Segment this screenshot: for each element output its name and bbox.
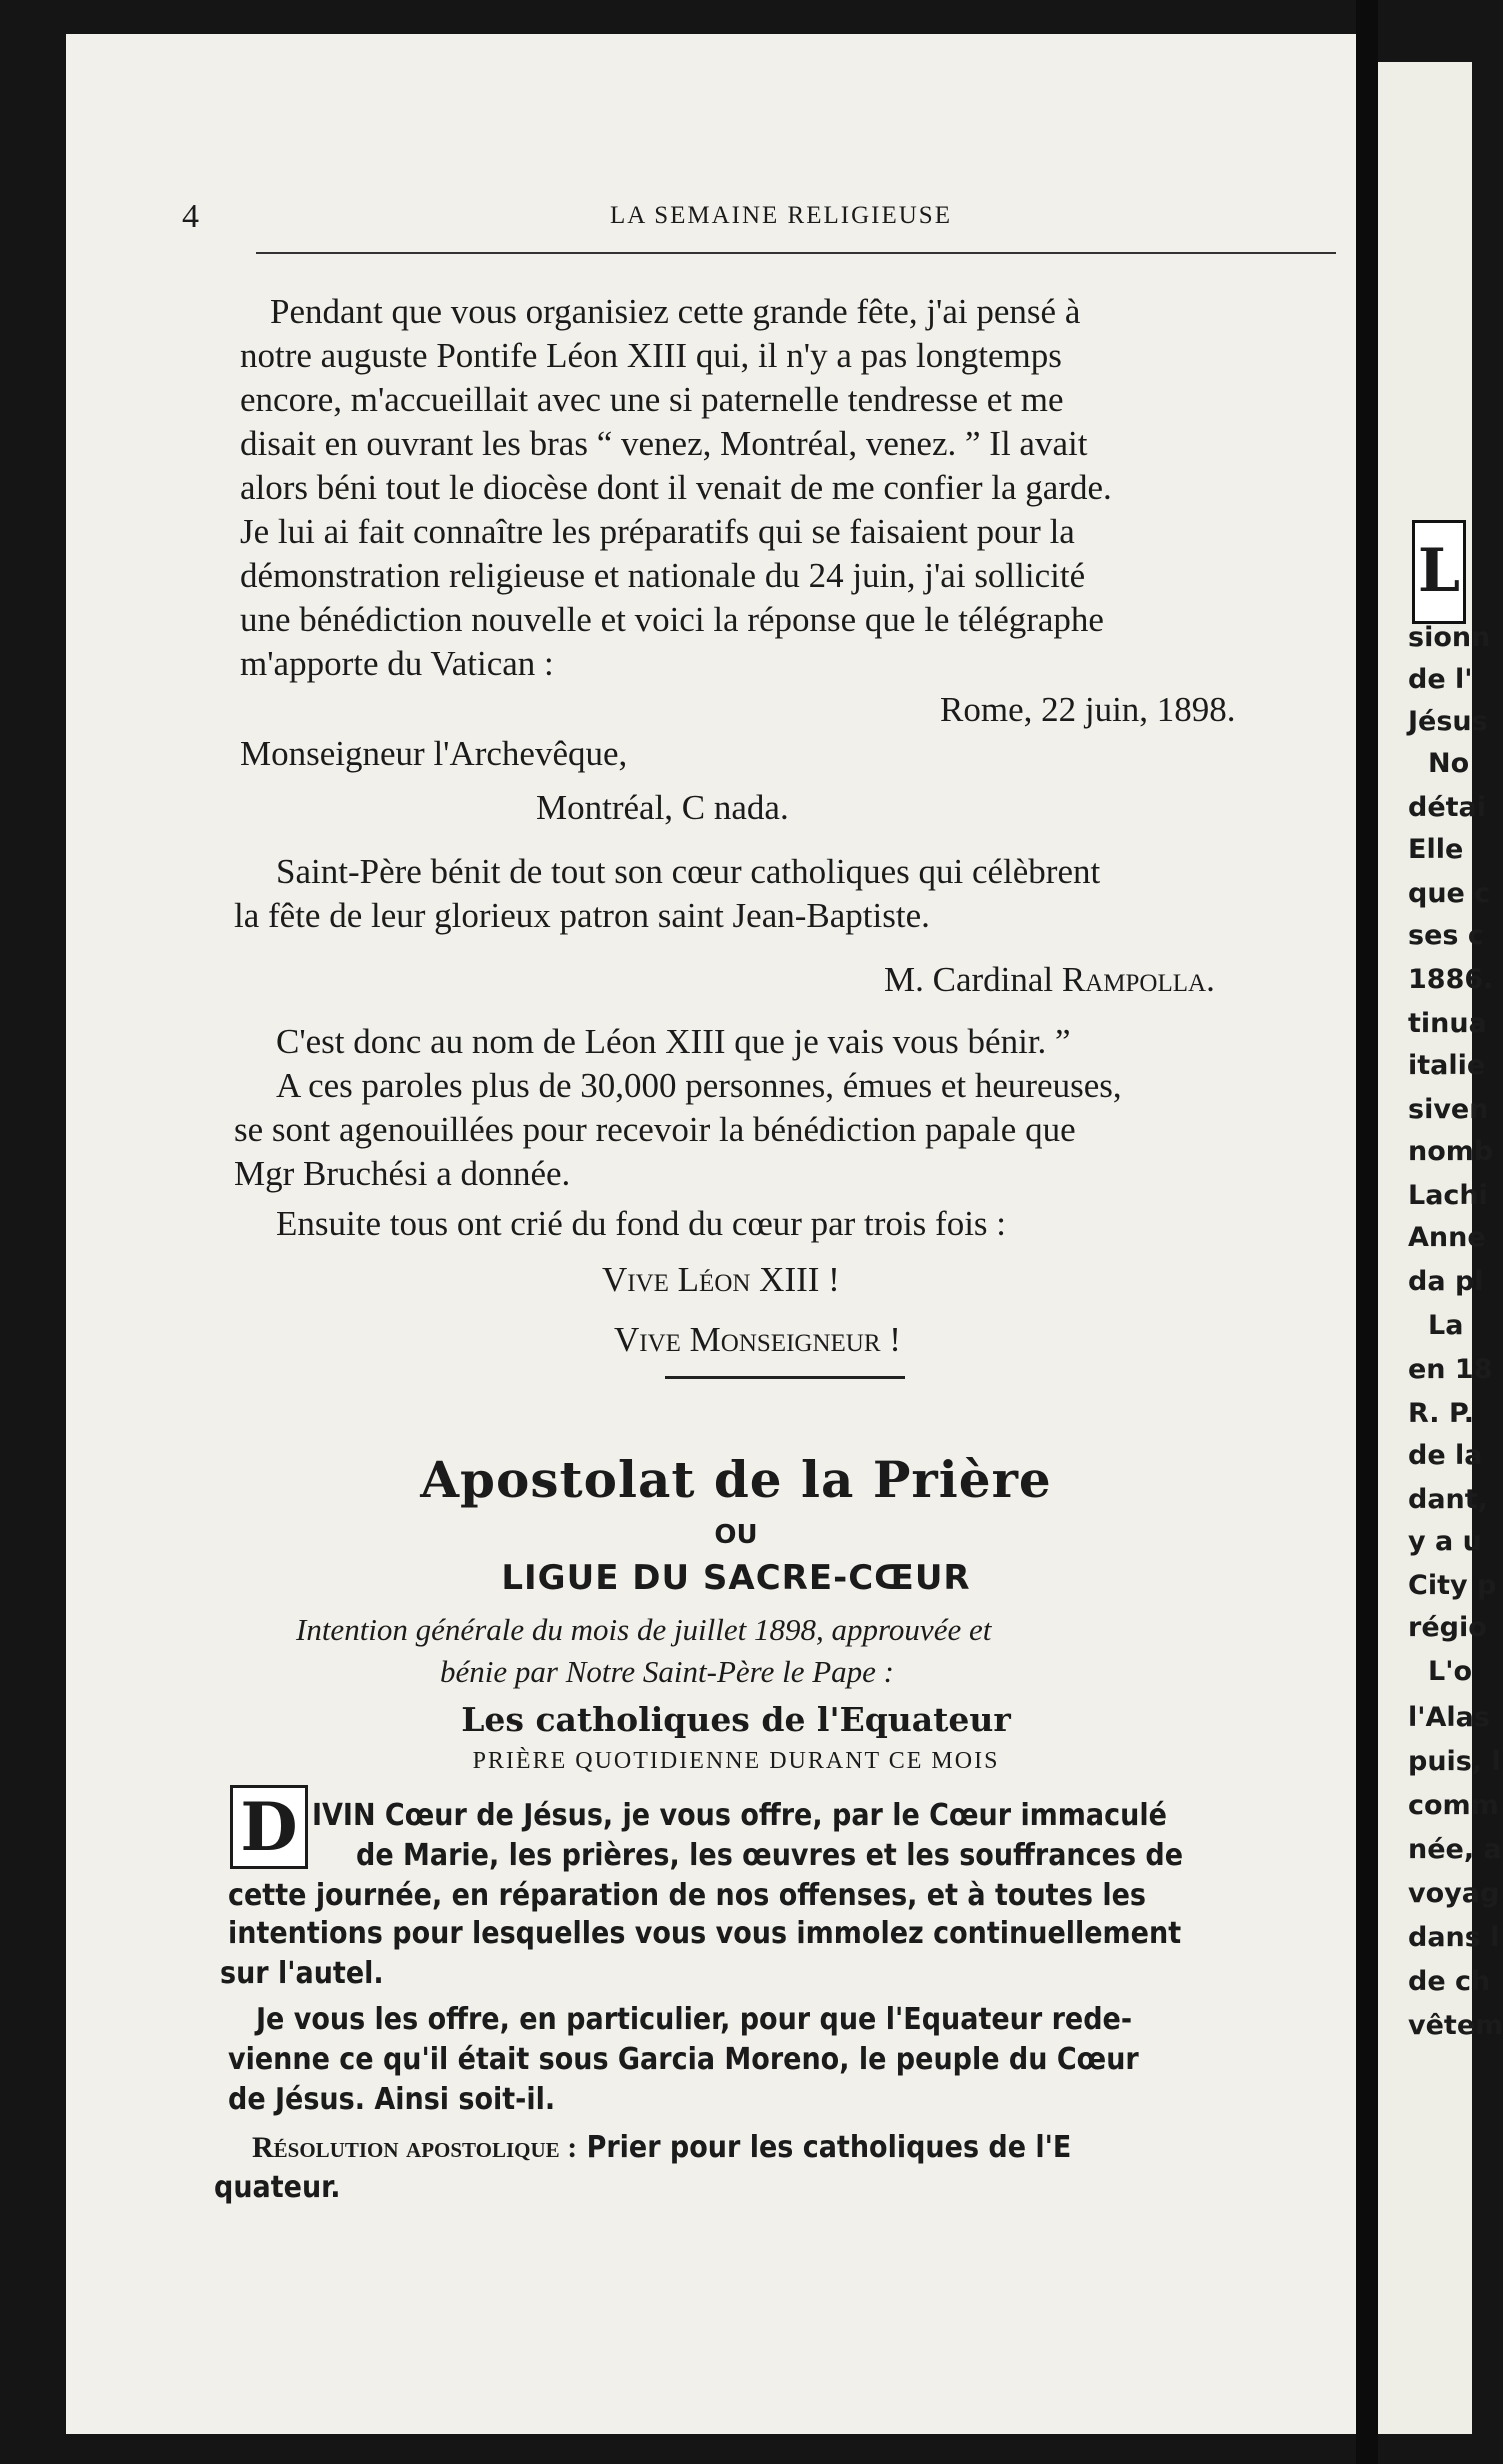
facing-line: détai (1408, 792, 1487, 823)
facing-line: dant, (1408, 1484, 1488, 1515)
facing-line: Jésus (1408, 706, 1488, 737)
facing-line: comm (1408, 1790, 1499, 1821)
facing-line: régio (1408, 1612, 1487, 1643)
facing-line: née, a (1408, 1834, 1502, 1865)
signature-name: Rampolla. (1061, 960, 1215, 999)
prayer-line: sur l'autel. (220, 1956, 384, 1991)
facing-line: Elle (1408, 834, 1464, 865)
resolution-line (252, 2128, 1071, 2168)
facing-line: en 18 (1408, 1354, 1493, 1385)
text-line: la fête de leur glorieux patron saint Jean-Baptiste. (234, 896, 930, 935)
acclamation-pope: Vive Léon XIII ! (602, 1260, 840, 1299)
facing-line: Anne (1408, 1222, 1486, 1253)
binding-gutter (1356, 0, 1378, 2464)
facing-line: tinua (1408, 1008, 1487, 1039)
facing-line: nomb (1408, 1136, 1494, 1167)
facing-line: y a u (1408, 1526, 1482, 1557)
prayer-line: IVIN Cœur de Jésus, je vous offre, par le Cœur immaculé (312, 1798, 1167, 1833)
place: Montréal, C nada. (536, 788, 789, 827)
facing-line: de l' (1408, 664, 1473, 695)
ornate-dropcap: D (230, 1785, 308, 1869)
facing-line: de la (1408, 1440, 1483, 1471)
running-title: LA SEMAINE RELIGIEUSE (610, 202, 952, 229)
facing-line: La (1428, 1310, 1464, 1341)
intention-topic: Les catholiques de l'Equateur (461, 1700, 1011, 1739)
text-line: se sont agenouillées pour recevoir la bénédiction papale que (234, 1110, 1076, 1149)
resolution-text: Prier pour les catholiques de l'E (577, 2130, 1072, 2165)
prayer-line: de Jésus. Ainsi soit-il. (228, 2082, 556, 2117)
facing-line: siven (1408, 1094, 1489, 1125)
facing-line: ses c (1408, 920, 1484, 951)
facing-line: voyag (1408, 1878, 1500, 1909)
signature-prefix: M. Cardinal (884, 960, 1062, 999)
resolution-line-end: quateur. (214, 2170, 341, 2205)
prayer-line: vienne ce qu'il était sous Garcia Moreno, le peuple du Cœur (228, 2042, 1139, 2077)
text-line: Saint-Père bénit de tout son cœur catholiques qui célèbrent (276, 852, 1101, 891)
facing-page-fragment (1378, 62, 1503, 2434)
facing-line: l'Alas (1408, 1702, 1490, 1733)
prayer-line: cette journée, en réparation de nos offenses, et à toutes les (228, 1878, 1146, 1913)
facing-line: 1886. (1408, 964, 1494, 995)
text-line: alors béni tout le diocèse dont il venait de me confier la garde. (240, 468, 1112, 507)
title-conjunction: OU (714, 1520, 758, 1550)
text-line: une bénédiction nouvelle et voici la réponse que le télégraphe (240, 600, 1104, 639)
section-subtitle: LIGUE DU SACRE-CŒUR (501, 1558, 971, 1598)
salutation: Monseigneur l'Archevêque, (240, 734, 628, 773)
page-number: 4 (182, 198, 199, 235)
prayer-line: Je vous les offre, en particulier, pour que l'Equateur rede- (256, 2002, 1133, 2037)
section-title: Apostolat de la Prière (420, 1450, 1052, 1509)
cry-line: Ensuite tous ont crié du fond du cœur par trois fois : (276, 1204, 1007, 1243)
header-rule (256, 252, 1336, 254)
signature (884, 958, 1215, 1002)
facing-line: italie (1408, 1050, 1486, 1081)
facing-line: dans l (1408, 1922, 1500, 1953)
text-line: Pendant que vous organisiez cette grande fête, j'ai pensé à (270, 292, 1081, 331)
dateline: Rome, 22 juin, 1898. (940, 690, 1236, 729)
section-separator (665, 1376, 905, 1379)
text-line: démonstration religieuse et nationale du 24 juin, j'ai sollicité (240, 556, 1086, 595)
facing-line: No (1428, 748, 1470, 779)
facing-line: que c (1408, 878, 1491, 909)
closing-line: C'est donc au nom de Léon XIII que je vais vous bénir. ” (276, 1022, 1071, 1061)
text-line: disait en ouvrant les bras “ venez, Montréal, venez. ” Il avait (240, 424, 1088, 463)
text-line: notre auguste Pontife Léon XIII qui, il n'y a pas longtemps (240, 336, 1062, 375)
text-line: m'apporte du Vatican : (240, 644, 554, 683)
prayer-line: de Marie, les prières, les œuvres et les souffrances de (356, 1838, 1184, 1873)
text-line: A ces paroles plus de 30,000 personnes, émues et heureuses, (276, 1066, 1122, 1105)
intention-line-2: bénie par Notre Saint-Père le Pape : (440, 1654, 894, 1689)
facing-line: da pl (1408, 1266, 1484, 1297)
text-line: encore, m'accueillait avec une si paternelle tendresse et me (240, 380, 1064, 419)
daily-prayer-heading: PRIÈRE QUOTIDIENNE DURANT CE MOIS (472, 1748, 1000, 1774)
intention-line-1: Intention générale du mois de juillet 1898, approuvée et (296, 1612, 992, 1647)
facing-line: R. P. (1408, 1398, 1475, 1429)
acclamation-bishop: Vive Monseigneur ! (614, 1320, 901, 1359)
facing-line: puis, l (1408, 1746, 1501, 1777)
page-header (182, 198, 1332, 234)
facing-line: Lachi (1408, 1180, 1488, 1211)
text-line: Mgr Bruchési a donnée. (234, 1154, 571, 1193)
facing-line: L'o (1428, 1656, 1473, 1687)
facing-line: vêtem (1408, 2010, 1503, 2041)
facing-line: de ch (1408, 1966, 1491, 1997)
facing-dropcap: L (1412, 520, 1466, 624)
prayer-line: intentions pour lesquelles vous vous immolez continuellement (228, 1916, 1182, 1951)
facing-line: sionn (1408, 622, 1491, 653)
facing-line: City p (1408, 1570, 1497, 1601)
text-line: Je lui ai fait connaître les préparatifs qui se faisaient pour la (240, 512, 1075, 551)
resolution-label: Résolution apostolique : (252, 2131, 578, 2164)
